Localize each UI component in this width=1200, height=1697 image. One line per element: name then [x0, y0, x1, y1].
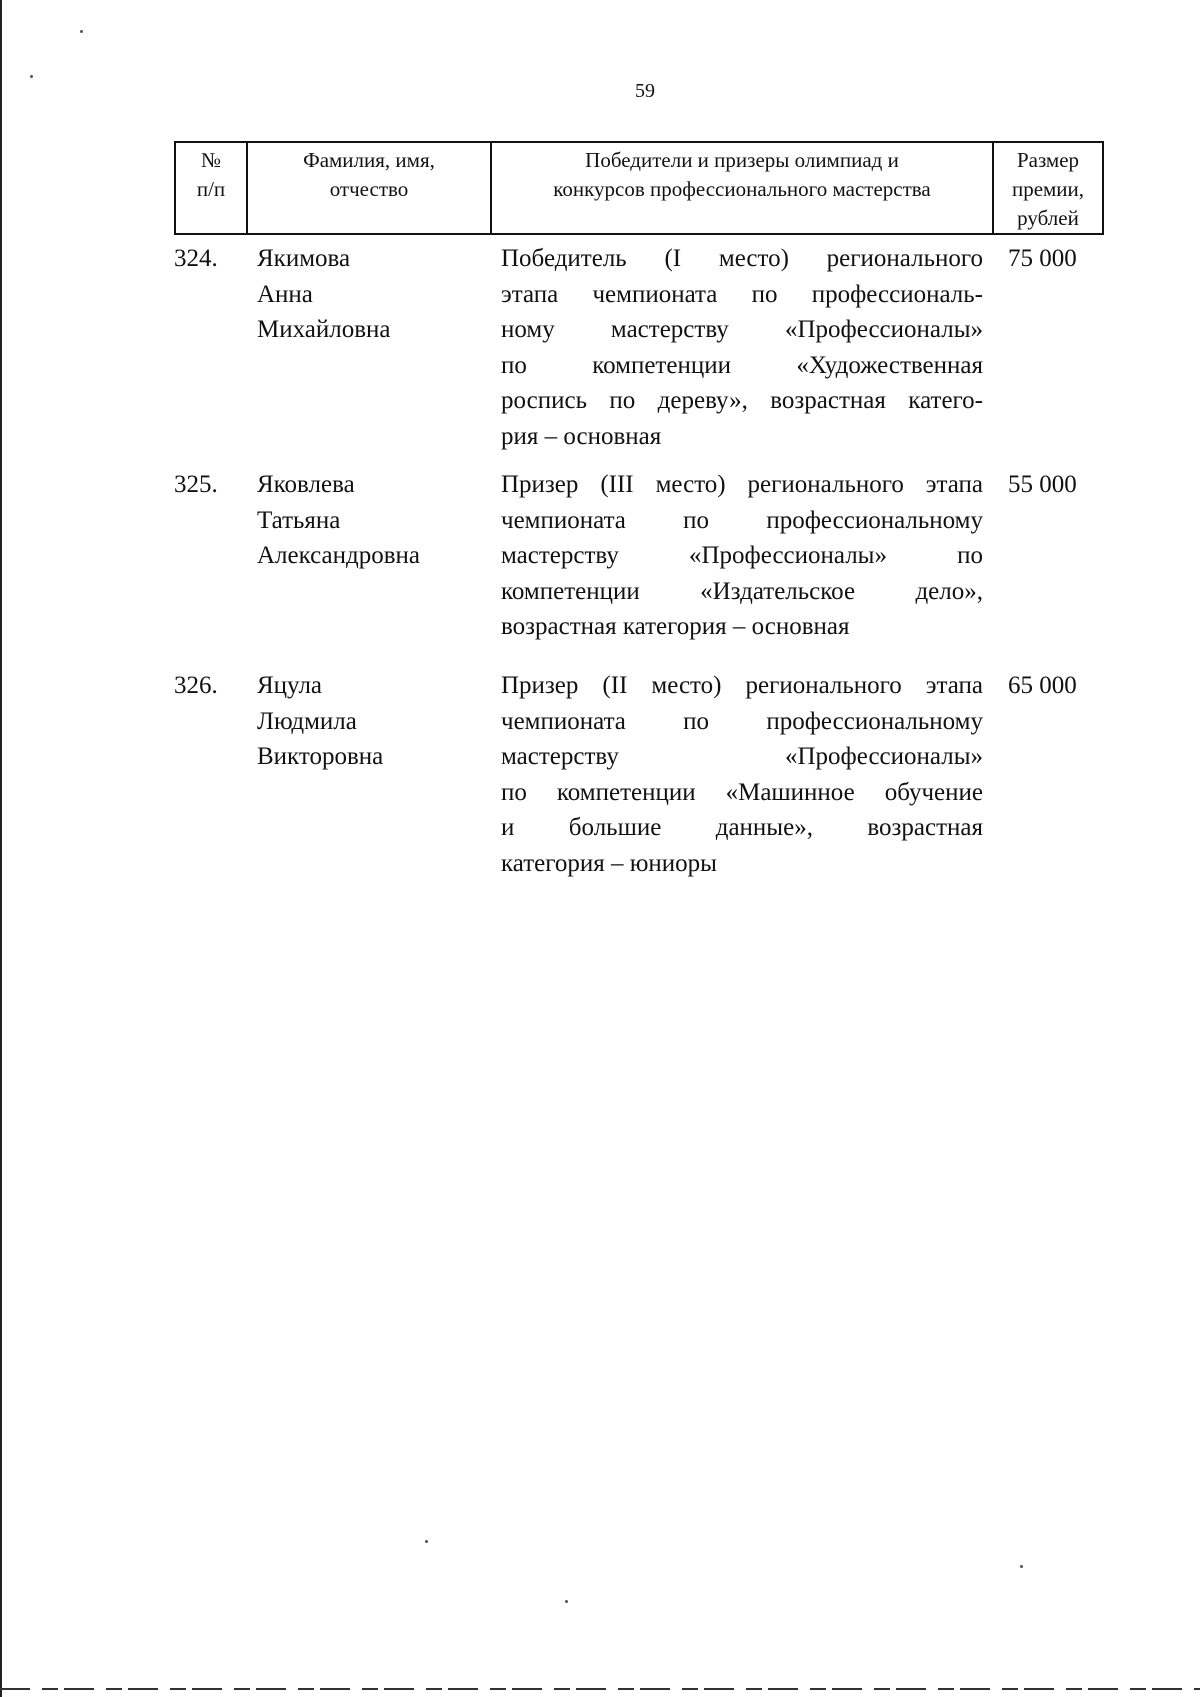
row-desc-line: Призер (III место) регионального этапа — [501, 471, 983, 498]
row-surname: Яковлева — [257, 471, 355, 498]
scan-speck — [425, 1540, 428, 1543]
row-desc-line: компетенции «Издательское дело», — [501, 577, 983, 605]
header-desc-line1: Победители и призеры олимпиад и — [585, 148, 899, 172]
row-first-name: Анна — [257, 280, 313, 308]
header-name — [246, 143, 490, 233]
row-full-name — [257, 467, 487, 574]
scan-speck — [80, 30, 83, 33]
row-desc-line: этапа чемпионата по профессиональ- — [501, 280, 983, 308]
row-full-name — [257, 241, 487, 348]
header-desc-line2: конкурсов профессионального мастерства — [553, 177, 931, 201]
row-patronymic: Викторовна — [257, 743, 384, 770]
row-patronymic: Александровна — [257, 542, 421, 569]
row-desc-line: мастерству «Профессионалы» по — [501, 542, 983, 569]
row-desc-line: категория – юниоры — [501, 849, 717, 877]
header-num-line1: № — [200, 148, 222, 172]
row-desc-line: возрастная категория – основная — [501, 613, 850, 640]
row-desc-line: Призер (II место) регионального этапа — [501, 672, 983, 699]
scan-speck — [30, 75, 33, 78]
page-left-edge — [0, 0, 2, 1697]
row-desc-line: чемпионата по профессиональному — [501, 707, 983, 735]
row-description — [501, 241, 983, 454]
scan-speck — [565, 1600, 568, 1603]
row-desc-line: и большие данные», возрастная — [501, 814, 983, 841]
header-prize — [992, 143, 1102, 233]
row-number: 326. — [174, 672, 218, 699]
header-num-line2: п/п — [196, 177, 226, 201]
row-patronymic: Михайловна — [257, 316, 391, 343]
scan-bottom-edge — [0, 1688, 1200, 1690]
row-desc-line: мастерству «Профессионалы» — [501, 743, 983, 770]
row-desc-line: роспись по дереву», возрастная катего- — [501, 387, 983, 414]
row-number: 325. — [174, 471, 218, 498]
header-prize-line2: премии, — [1011, 177, 1085, 201]
row-desc-line: Победитель (I место) регионального — [501, 245, 983, 272]
row-number: 324. — [174, 245, 218, 272]
row-desc-line: рия – основная — [501, 422, 662, 450]
row-description — [501, 467, 983, 645]
header-prize-line1: Размер — [1016, 148, 1080, 172]
row-full-name — [257, 668, 487, 775]
scan-speck — [1020, 1565, 1023, 1568]
header-name-line1: Фамилия, имя, — [303, 148, 435, 172]
page-number: 59 — [635, 80, 655, 102]
row-surname: Яцула — [257, 672, 323, 699]
row-desc-line: по компетенции «Машинное обучение — [501, 778, 983, 806]
row-first-name: Людмила — [257, 707, 357, 735]
table-header — [174, 141, 1104, 235]
winners-table — [174, 141, 1104, 877]
header-name-line2: отчество — [329, 177, 409, 201]
row-desc-line: ному мастерству «Профессионалы» — [501, 316, 983, 343]
header-description — [490, 143, 992, 233]
row-desc-line: чемпионата по профессиональному — [501, 506, 983, 534]
header-num — [176, 143, 246, 233]
row-surname: Якимова — [257, 245, 351, 272]
header-prize-line3: рублей — [1017, 206, 1079, 230]
row-prize: 55 000 — [1008, 471, 1077, 498]
row-prize: 65 000 — [1008, 672, 1077, 699]
row-first-name: Татьяна — [257, 506, 341, 534]
row-desc-line: по компетенции «Художественная — [501, 351, 983, 379]
row-description — [501, 668, 983, 881]
row-prize: 75 000 — [1008, 245, 1077, 272]
